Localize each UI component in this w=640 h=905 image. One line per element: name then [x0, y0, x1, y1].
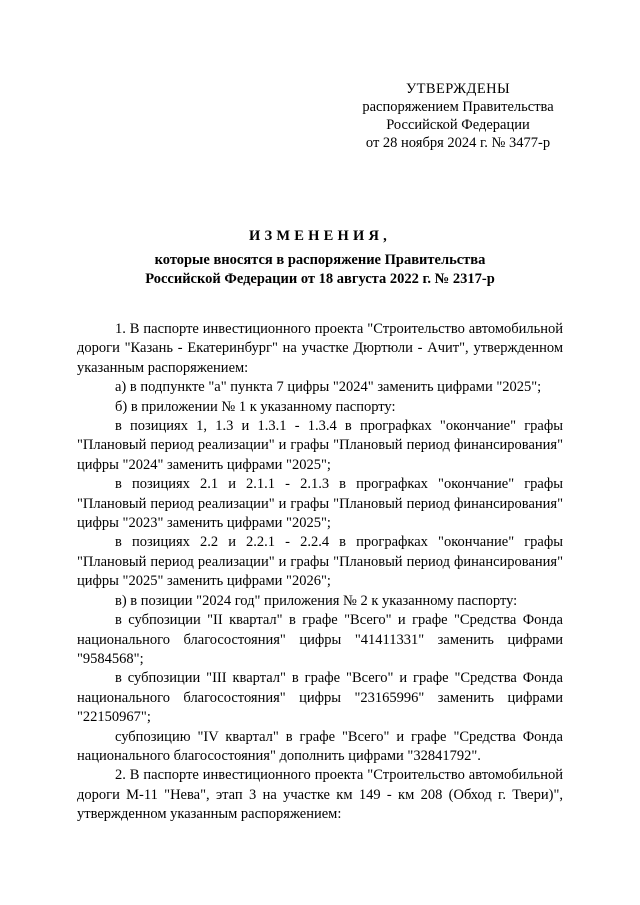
subtitle-line-2: Российской Федерации от 18 августа 2022 г. № 2317-р: [145, 271, 495, 287]
paragraph-1b: б) в приложении № 1 к указанному паспорту:: [115, 398, 396, 415]
document-title: ИЗМЕНЕНИЯ,: [249, 228, 391, 244]
approval-line-1: распоряжением Правительства: [362, 99, 554, 115]
paragraph-1c-item-1: в субпозиции "II квартал" в графе "Всего" и графе "Средства Фонда национального благосостояния" цифры "41411331" заменить цифрами "9584568";: [77, 612, 563, 667]
paragraph-1b-item-3: в позициях 2.2 и 2.2.1 - 2.2.4 в прографках "окончание" графы "Плановый период реализации" и графы "Плановый период финансирования" цифры "2025" заменить цифрами "2026";: [77, 534, 563, 590]
approval-line-2: Российской Федерации: [386, 117, 530, 133]
approval-block: [350, 80, 566, 152]
subtitle-line-1: которые вносятся в распоряжение Правительства: [154, 252, 486, 268]
paragraph-1b-item-1: в позициях 1, 1.3 и 1.3.1 - 1.3.4 в прографках "окончание" графы "Плановый период реализации" и графы "Плановый период финансирования" цифры "2024" заменить цифрами "2025";: [77, 418, 563, 473]
approval-line-3: от 28 ноября 2024 г. № 3477-р: [365, 135, 551, 151]
paragraph-1a: а) в подпункте "а" пункта 7 цифры "2024" заменить цифрами "2025";: [115, 379, 542, 396]
paragraph-2: 2. В паспорте инвестиционного проекта "Строительство автомобильной дороги М-11 "Нева", этап 3 на участке км 149 - км 208 (Обход г. Твери)", утвержденном указанным распоряжением:: [77, 767, 563, 823]
paragraph-1c: в) в позиции "2024 год" приложения № 2 к указанному паспорту:: [115, 592, 518, 609]
paragraph-1b-item-2: в позициях 2.1 и 2.1.1 - 2.1.3 в прографках "окончание" графы "Плановый период реализации" и графы "Плановый период финансирования" цифры "2023" заменить цифрами "2025";: [77, 476, 563, 532]
paragraph-1: 1. В паспорте инвестиционного проекта "Строительство автомобильной дороги "Казань - Екатеринбург" на участке Дюртюли - Ачит", утвержденном указанным распоряжением:: [77, 321, 563, 376]
document-body: [77, 320, 563, 825]
paragraph-1c-item-3: субпозицию "IV квартал" в графе "Всего" и графе "Средства Фонда национального благосостояния" дополнить цифрами "32841792".: [77, 728, 563, 764]
paragraph-1c-item-2: в субпозиции "III квартал" в графе "Всего" и графе "Средства Фонда национального благосостояния" цифры "23165996" заменить цифрами "22150967";: [77, 670, 563, 726]
approval-title: УТВЕРЖДЕНЫ: [405, 81, 511, 97]
document-subtitle: [60, 251, 580, 289]
